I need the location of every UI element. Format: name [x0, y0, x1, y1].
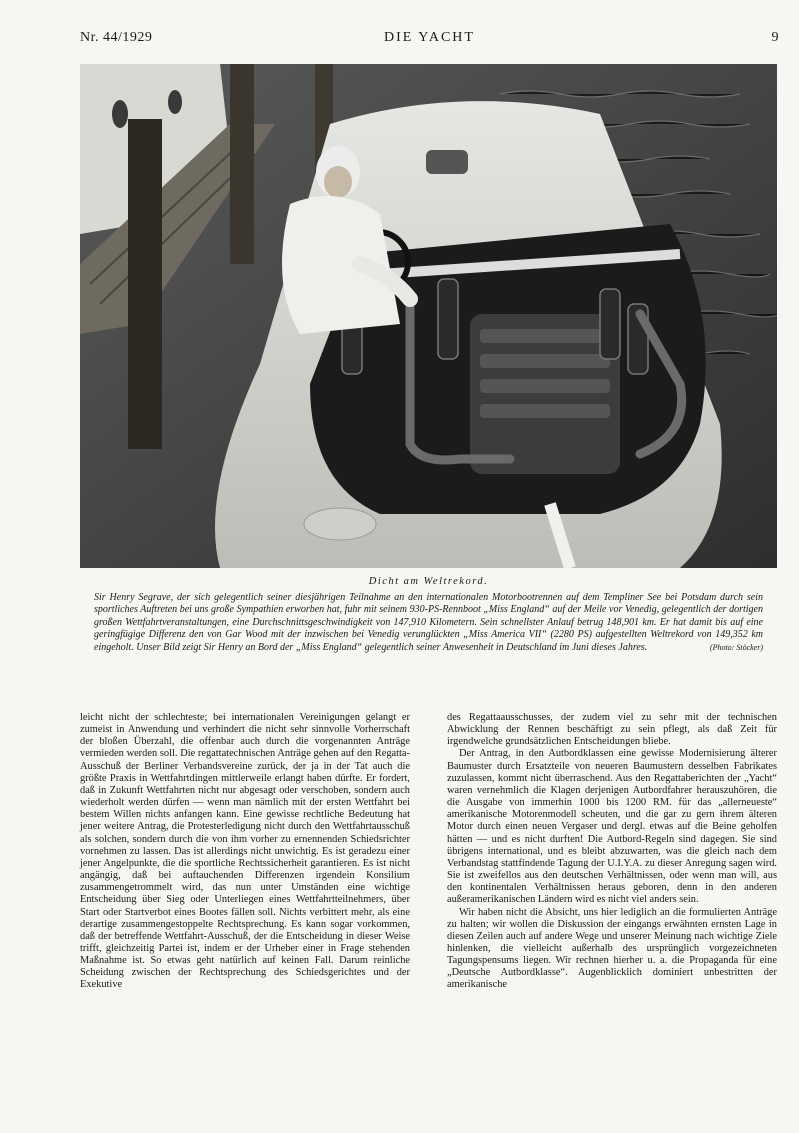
caption-text: Sir Henry Segrave, der sich gelegentlich seiner diesjährigen Teilnahme an den internationalen Motorbootrennen auf dem Templiner See bei Potsdam durch sein sportliches Auftreten bei uns große Sympathien erworben hat, fuhr mit seinem 930-PS-Rennboot „Miss England“ auf der Meile vor Venedig, gelegentlich der dortigen großen Wettfahrtveranstaltungen, eine Durchschnittsgeschwindigkeit von 147,910 Kilometern. Sein schnellster Anlauf betrug 148,901 km. Er hat damit bis auf eine geringfügige Differenz den von Gar Wood mit der inzwischen bei Venedig verunglückten „Miss America VII“ (2280 PS) aufgestellten Weltrekord von 149,352 km eingeholt. Unser Bild zeigt Sir Henry an Bord der „Miss England“ gelegentlich seiner Anwesenheit in Deutschland im Juni dieses Jahres. [94, 591, 763, 653]
photo-caption [80, 576, 777, 655]
magazine-title: DIE YACHT [384, 30, 475, 45]
page-header [80, 30, 779, 50]
article-paragraph: leicht nicht der schlechteste; bei internationalen Vereinigungen gelangt er zumeist in Anwendung und verhindert die nicht sehr sinnvolle Vorherrschaft der bloßen Überzahl, die offenbar auch durch die vorgenannten Anträge vermieden werden soll. Die regattatechnischen Anträge gehen auf den Regatta-Ausschuß der Berliner Verbandsvereine zurück, der ja in der Tat auch die größte Praxis in Wettfahrtdingen mittlerweile erlangt haben dürfte. Er fordert, daß in Zukunft Wettfahrten nicht nur abgesagt oder verschoben, sondern auch wiederholt werden dürfen — wenn man nämlich mit der ersten Wettfahrt bei bestem Willen nichts anfangen kann. Eine gewisse rechtliche Bedeutung hat jener weitere Antrag, die Protesterledigung nicht durch den Wettfahrtausschuß als solchen, sondern durch die von ihm vorher zu ernennenden Schiedsrichter vornehmen zu lassen. Das ist allerdings nicht unwichtig. Es ist geradezu einer jener Angelpunkte, die die sportliche Rechtssicherheit garantieren. Es ist nicht angängig, daß bei auftauchenden Differenzen irgendein Konsilium zusammengetrommelt wird, das nun unter Umständen eine wichtige Entscheidung über Sieg oder Unterliegen eines Wettfahrtteilnehmers, über Start oder Startverbot eines Bootes fällen soll. Nichts verbittert mehr, als eine derartige zusammengestoppelte Rechtsprechung. Es kann sogar vorkommen, daß der betreffende Wettfahrt-Ausschuß, der die Entscheidung in dieser Weise trifft, gleichzeitig Partei ist, indem er der Urheber einer in Frage stehenden Maßnahme ist. So etwas geht natürlich auf keinen Fall. Darum reinliche Scheidung zwischen der Rechtsprechung des Schiedsgerichtes und der Exekutive [80, 712, 410, 991]
page-number: 9 [771, 30, 779, 45]
caption-body [80, 592, 777, 655]
issue-number: Nr. 44/1929 [80, 30, 153, 45]
article-paragraph: des Regattaausschusses, der zudem viel zu sehr mit der technischen Abwicklung der Rennen beschäftigt zu sein pflegt, als daß Zeit für irgendwelche grundsätzlichen Entscheidungen bliebe. [447, 712, 777, 748]
photo-credit: (Photo: Stöcker) [709, 642, 763, 652]
article-paragraph: Der Antrag, in den Autbordklassen eine gewisse Modernisierung älterer Baumuster durch Ersatzteile von neueren Baumustern desselben Fabrikates zuzulassen, kommt nicht überraschend. Aus den Regattaberichten der „Yacht“ waren vernehmlich die Klagen derjenigen Autbordfahrer herauszuhören, die die Ausgabe von immerhin 1000 bis 1200 RM. für das „allerneueste“ amerikanische Motorenmodell scheuten, und die gar zu gern ihrem älteren Motor durch einen neuen Vergaser und dergl. etwas auf die Beine geholfen hätten — und es nicht durften! Die Autbord-Regeln sind dagegen. Sie sind übrigens international, und es bleibt abzuwarten, was die gleich nach dem Verbandstag stattfindende Tagung der U.I.Y.A. zu dieser Anregung sagen wird. Sie ist zweifellos aus den deutschen Verhältnissen, oder wenn man will, aus den kontinentalen Verhältnissen heraus geboren, denn in den anderen außeramerikanischen Ländern wird es nicht viel anders sein. [447, 748, 777, 906]
caption-title: Dicht am Weltrekord. [368, 576, 489, 587]
article-paragraph: Wir haben nicht die Absicht, uns hier lediglich an die formulierten Anträge zu halten; wir wollen die Diskussion der eingangs erwähnten ernsten Lage in diesen Zeilen auch auf andere Wege und unserer Meinung nach wichtige Ziele hinlenken, die vielleicht außerhalb des ursprünglich vorgezeichneten Tagungspensums liegen. Wir rechnen hierher u. a. die Propaganda für eine „Deutsche Autbordklasse“. Augenblicklich dominiert unbestritten der amerikanische [447, 906, 777, 991]
photo-motorboat [80, 64, 777, 568]
article-column-right [447, 712, 777, 992]
photo-motorboat-illustration [80, 64, 777, 568]
article-column-left [80, 712, 410, 992]
